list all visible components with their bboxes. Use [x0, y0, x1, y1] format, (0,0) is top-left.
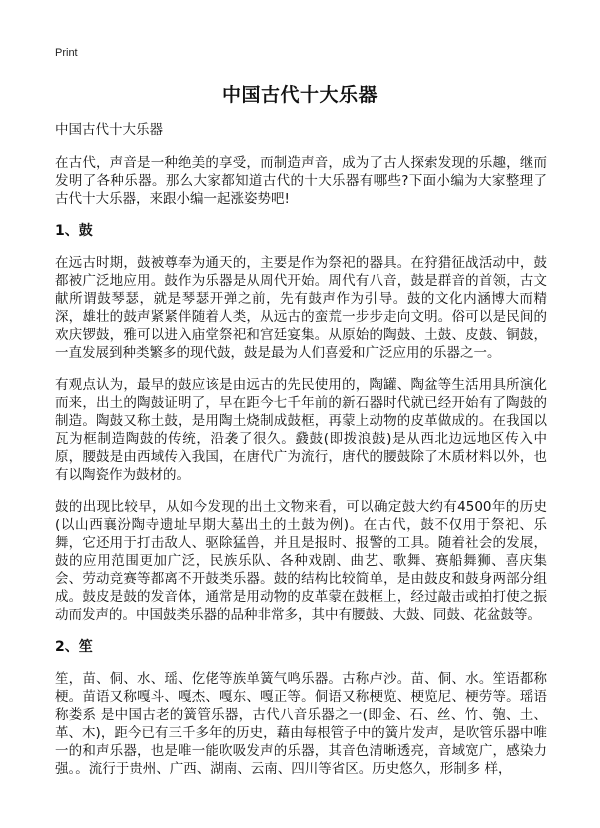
- print-link[interactable]: Print: [55, 47, 78, 59]
- section-heading-sheng: 2、笙: [55, 639, 93, 655]
- page-title: 中国古代十大乐器: [221, 84, 378, 106]
- drum-paragraph-2: 有观点认为，最早的鼓应该是由远古的先民使用的，陶罐、陶盆等生活用具所演化而来，出土的陶鼓证明了，早在距今七千年前的新石器时代就已经开始有了陶鼓的制造。陶鼓又称土鼓，是用陶土烧制成鼓框，再蒙上动物的皮革做成的。在我国以瓦为框制造陶鼓的传统，沿袭了很久。鼗鼓(即拨浪鼓)是从西北边远地区传入中原，腰鼓是由西域传入我国，在唐代广为流行，唐代的腰鼓除了木质材料以外，也有以陶瓷作为鼓材的。: [55, 377, 547, 483]
- sheng-paragraph-1: 笙，苗、侗、水、瑶、仡佬等族单簧气鸣乐器。古称卢沙。苗、侗、水。笙语都称梗。苗语又称嘎斗、嘎杰、嘎东、嘎正等。侗语又称梗览、梗览尼、梗劳等。瑶语称娄系 是中国古老的簧管乐器，古代八音乐器之一(即金、石、丝、竹、匏、土、革、木)，距今已有三千多年的历史，藉由每根管子中的簧片发声，是吹管乐器中唯一的和声乐器，也是唯一能吹吸发声的乐器，其音色清晰透亮，音域宽广，感染力强。。流行于贵州、广西、湖南、云南、四川等省区。历史悠久，形制多 样，: [55, 671, 547, 777]
- drum-paragraph-1: 在远古时期，鼓被尊奉为通天的，主要是作为祭祀的器具。在狩猎征战活动中，鼓都被广泛地应用。鼓作为乐器是从周代开始。周代有八音，鼓是群音的首领，古文献所谓鼓琴瑟，就是琴瑟开弹之前，先有鼓声作为引导。鼓的文化内涵博大而精深，雄壮的鼓声紧紧伴随着人类，从远古的蛮荒一步步走向文明。俗可以是民间的欢庆锣鼓，雅可以进入庙堂祭祀和宫廷宴集。从原始的陶鼓、土鼓、皮鼓、铜鼓，一直发展到种类繁多的现代鼓，鼓是最为人们喜爱和广泛应用的乐器之一。: [55, 255, 547, 361]
- article-subtitle: 中国古代十大乐器: [55, 122, 163, 138]
- section-heading-drum: 1、鼓: [55, 223, 93, 239]
- intro-paragraph: 在古代，声音是一种绝美的享受，而制造声音，成为了古人探索发现的乐趣，继而发明了各种乐器。那么大家都知道古代的十大乐器有哪些?下面小编为大家整理了古代十大乐器，来跟小编一起涨姿势吧!: [55, 155, 547, 207]
- drum-paragraph-3: 鼓的出现比较早，从如今发现的出土文物来看，可以确定鼓大约有4500年的历史(以山西襄汾陶寺遗址早期大墓出土的土鼓为例)。在古代，鼓不仅用于祭祀、乐舞，它还用于打击敌人、驱除猛兽，并且是报时、报警的工具。随着社会的发展，鼓的应用范围更加广泛，民族乐队、各种戏剧、曲艺、歌舞、赛船舞狮、喜庆集会、劳动竞赛等都离不开鼓类乐器。鼓的结构比较简单，是由鼓皮和鼓身两部分组成。鼓皮是鼓的发音体，通常是用动物的皮革蒙在鼓框上，经过敲击或拍打使之振动而发声的。中国鼓类乐器的品种非常多，其中有腰鼓、大鼓、同鼓、花盆鼓等。: [55, 499, 547, 623]
- article-body: [55, 121, 547, 792]
